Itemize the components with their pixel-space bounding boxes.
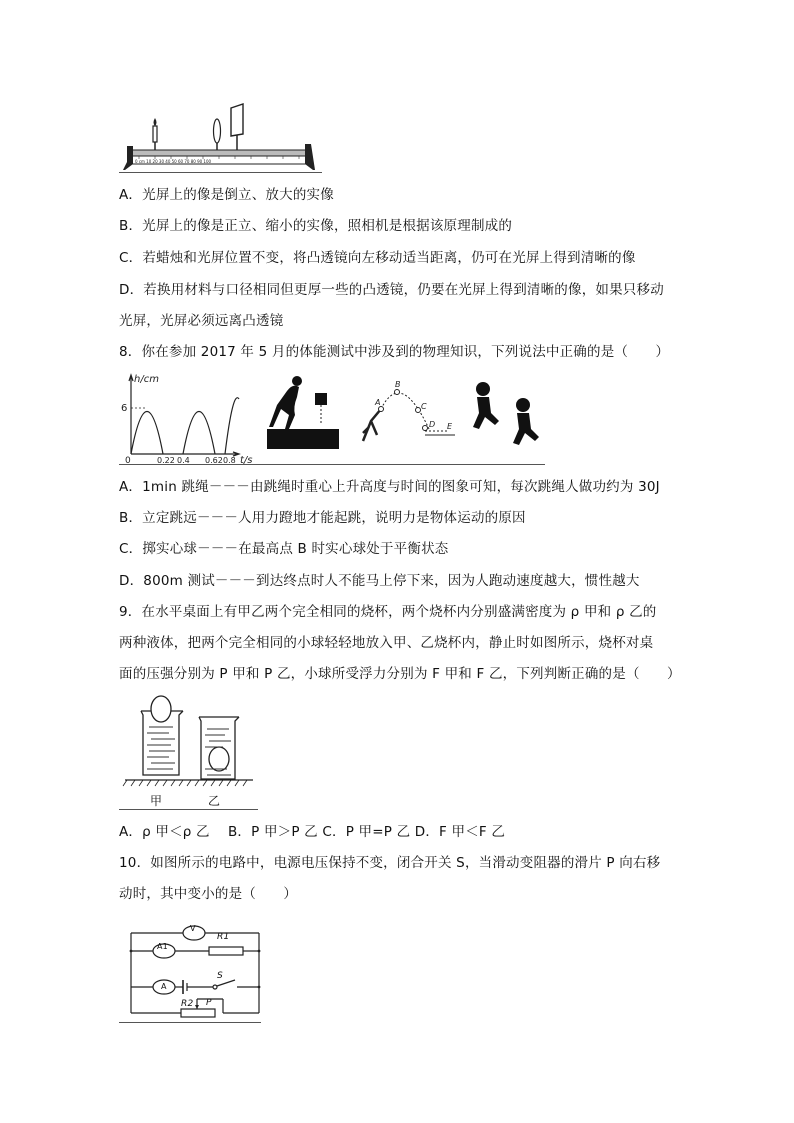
q9-stem-line-3: 面的压强分别为 P 甲和 P 乙，小球所受浮力分别为 F 甲和 F 乙，下列判断正确的是（ ） <box>119 666 681 682</box>
q9-stem-line-2: 两种液体，把两个完全相同的小球轻轻地放入甲、乙烧杯内，静止时如图所示，烧杯对桌 <box>119 635 654 651</box>
svg-text:0: 0 <box>125 456 131 464</box>
q8-option-b: B．立定跳远－－－人用力蹬地才能起跳，说明力是物体运动的原因 <box>119 510 526 526</box>
svg-text:h/cm: h/cm <box>134 374 159 385</box>
q7-option-c: C．若蜡烛和光屏位置不变，将凸透镜向左移动适当距离，仍可在光屏上得到清晰的像 <box>119 250 636 266</box>
svg-text:C: C <box>421 402 427 411</box>
fitness-test-figure <box>119 369 559 464</box>
q10-stem-line-1: 10．如图所示的电路中，电源电压保持不变，闭合开关 S，当滑动变阻器的滑片 P 向右移 <box>119 855 661 871</box>
beakers-figure <box>119 693 269 813</box>
svg-text:B: B <box>395 380 401 389</box>
q8-stem: 8．你在参加 2017 年 5 月的体能测试中涉及到的物理知识，下列说法中正确的是（ ） <box>119 344 670 360</box>
svg-text:t/s: t/s <box>240 455 253 464</box>
ammeter1-label: A1 <box>157 942 168 951</box>
switch-label: S <box>217 971 223 981</box>
ammeter-label: A <box>161 982 167 991</box>
runners-figure <box>473 382 539 445</box>
svg-text:E: E <box>447 422 453 431</box>
q9-stem-line-1: 9．在水平桌面上有甲乙两个完全相同的烧杯，两个烧杯内分别盛满密度为 ρ 甲和 ρ 乙的 <box>119 604 657 620</box>
svg-text:0 cm 10 20 30 40 50: 0 cm 10 20 30 40 50 60 70 80 90 100 <box>135 159 212 164</box>
q9-options: A．ρ 甲＜ρ 乙 B．P 甲＞P 乙 C．P 甲=P 乙 D．F 甲＜F 乙 <box>119 824 506 840</box>
svg-text:0.4: 0.4 <box>177 456 190 464</box>
long-jump-figure <box>267 376 339 449</box>
svg-text:A: A <box>375 398 381 407</box>
svg-text:0.62: 0.62 <box>205 456 223 464</box>
q7-option-d-cont: 光屏，光屏必须远离凸透镜 <box>119 313 284 329</box>
svg-text:0.22: 0.22 <box>157 456 175 464</box>
resistor2-label: R2 <box>181 999 194 1009</box>
figure-underline <box>119 1022 261 1023</box>
figure-underline <box>119 172 322 173</box>
q10-stem-line-2: 动时，其中变小的是（ ） <box>119 886 298 902</box>
svg-text:0.8: 0.8 <box>223 456 236 464</box>
q8-option-d: D．800m 测试－－－到达终点时人不能马上停下来，因为人跑动速度越大，惯性越大 <box>119 573 640 589</box>
q7-option-a: A．光屏上的像是倒立、放大的实像 <box>119 187 334 203</box>
resistor1-label: R1 <box>217 932 230 942</box>
voltmeter-label: V <box>190 924 196 933</box>
beaker-label-jia: 甲 <box>150 794 163 808</box>
q8-option-a: A．1min 跳绳－－－由跳绳时重心上升高度与时间的图象可知，每次跳绳人做功约为 30J <box>119 479 660 495</box>
svg-text:6: 6 <box>121 403 128 414</box>
figure-underline <box>119 464 545 465</box>
q8-option-c: C．掷实心球－－－在最高点 B 时实心球处于平衡状态 <box>119 541 449 557</box>
beaker-label-yi: 乙 <box>208 794 221 808</box>
figure-underline <box>119 809 258 810</box>
q7-option-d: D．若换用材料与口径相同但更厚一些的凸透镜，仍要在光屏上得到清晰的像，如果只移动 <box>119 282 664 298</box>
q7-option-b: B．光屏上的像是正立、缩小的实像，照相机是根据该原理制成的 <box>119 218 513 234</box>
svg-text:D: D <box>429 420 436 429</box>
slider-label: P <box>206 998 212 1008</box>
optical-bench-figure <box>119 98 319 170</box>
height-time-graph <box>129 375 239 456</box>
